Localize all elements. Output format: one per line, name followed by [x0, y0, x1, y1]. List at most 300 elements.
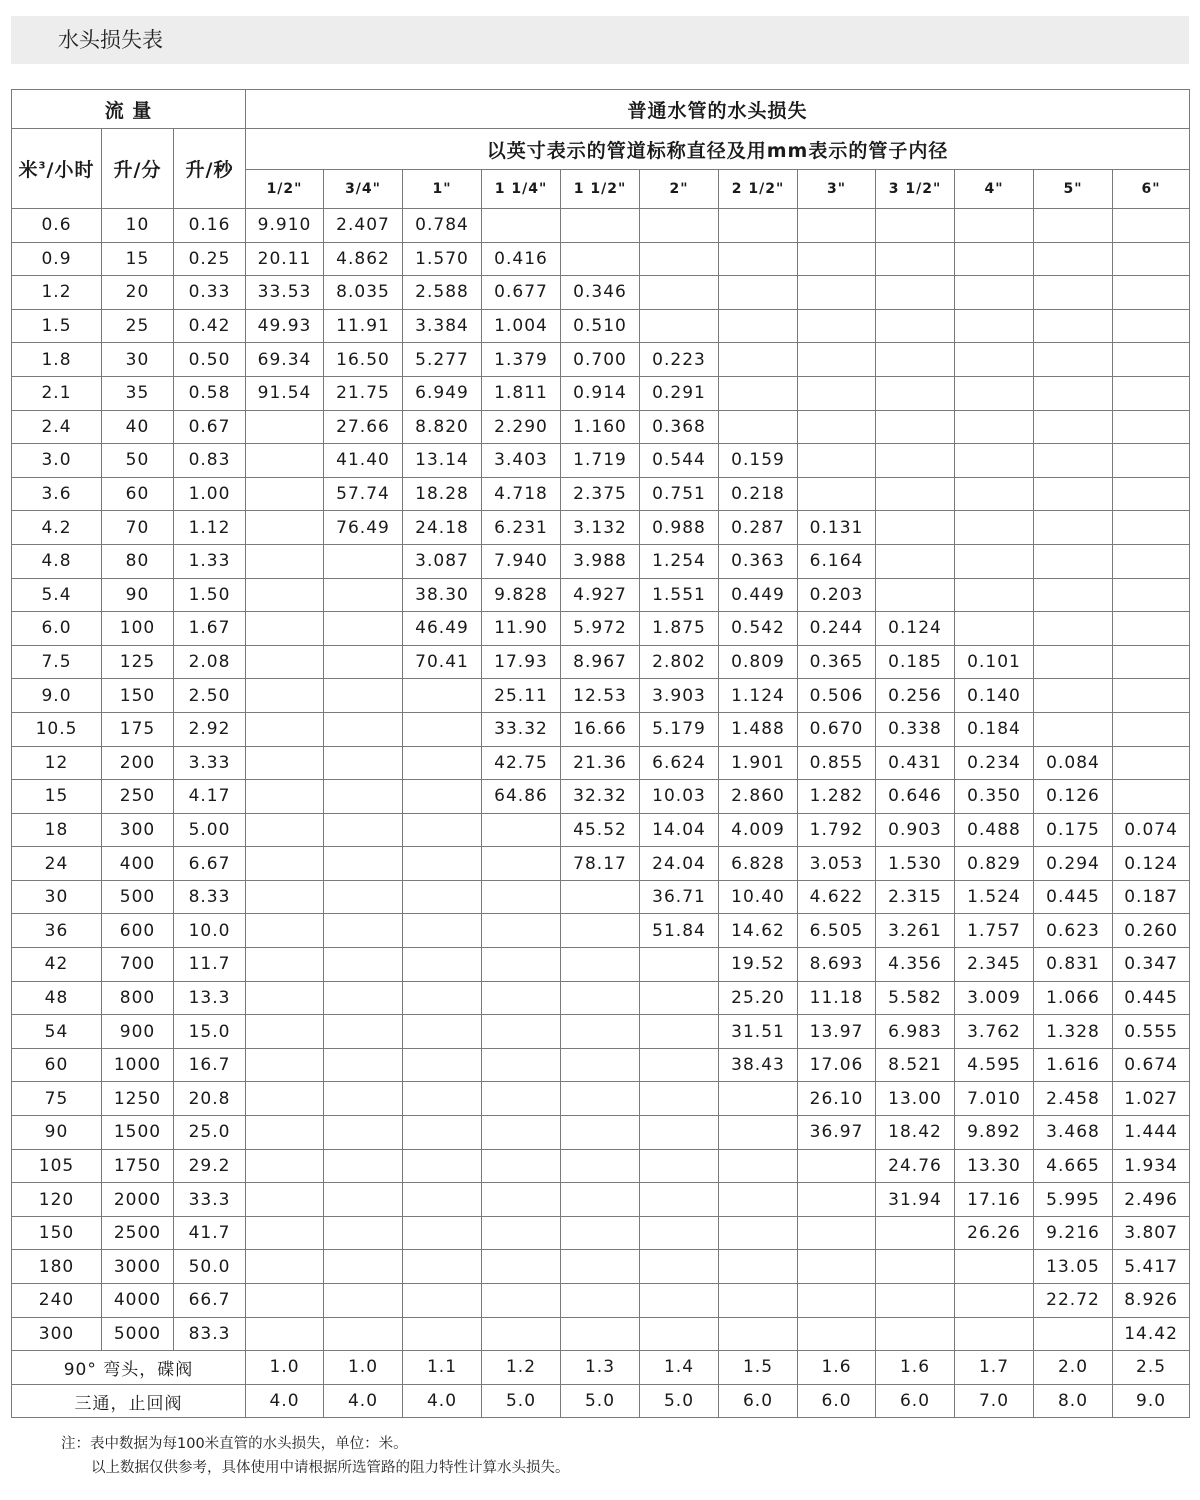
head-loss-cell: 17.06	[798, 1048, 876, 1082]
head-loss-cell	[324, 612, 403, 646]
flow-ls-cell: 0.83	[174, 444, 246, 478]
head-loss-cell: 0.363	[719, 544, 798, 578]
head-loss-cell: 0.084	[1034, 746, 1113, 780]
head-loss-cell: 2.407	[324, 209, 403, 243]
head-loss-cell: 4.927	[561, 578, 640, 612]
head-loss-cell	[246, 477, 324, 511]
head-loss-cell: 5.972	[561, 612, 640, 646]
head-loss-cell: 0.218	[719, 477, 798, 511]
head-loss-cell: 0.140	[955, 679, 1034, 713]
footnotes	[61, 1432, 570, 1480]
head-loss-cell	[1113, 544, 1190, 578]
head-loss-cell: 0.445	[1034, 880, 1113, 914]
head-loss-cell	[719, 1284, 798, 1318]
head-loss-cell	[324, 746, 403, 780]
flow-ls-cell: 41.7	[174, 1216, 246, 1250]
head-loss-cell: 0.185	[876, 645, 955, 679]
table-row	[12, 209, 1190, 243]
table-row	[12, 1015, 1190, 1049]
head-loss-cell	[640, 1048, 719, 1082]
flow-lmin-cell: 125	[102, 645, 174, 679]
head-loss-cell	[324, 780, 403, 814]
unit-lmin-header: 升/分	[102, 129, 174, 209]
head-loss-cell: 19.52	[719, 948, 798, 982]
head-loss-cell: 8.967	[561, 645, 640, 679]
flow-lmin-cell: 20	[102, 276, 174, 310]
head-loss-cell	[719, 1149, 798, 1183]
head-loss-cell	[1034, 242, 1113, 276]
flow-lmin-cell: 100	[102, 612, 174, 646]
head-loss-cell	[403, 1082, 482, 1116]
head-loss-cell: 10.03	[640, 780, 719, 814]
flow-lmin-cell: 10	[102, 209, 174, 243]
flow-ls-cell: 0.50	[174, 343, 246, 377]
flow-group-header: 流 量	[12, 90, 246, 129]
head-loss-cell: 5.179	[640, 712, 719, 746]
head-loss-cell	[246, 746, 324, 780]
flow-ls-cell: 10.0	[174, 914, 246, 948]
head-loss-cell: 1.875	[640, 612, 719, 646]
head-loss-cell: 5.995	[1034, 1183, 1113, 1217]
head-loss-cell: 7.940	[482, 544, 561, 578]
head-loss-cell	[246, 444, 324, 478]
head-loss-cell	[246, 948, 324, 982]
fitting-equivalent-cell: 5.0	[640, 1384, 719, 1418]
head-loss-cell	[640, 1216, 719, 1250]
head-loss-cell	[719, 242, 798, 276]
head-loss-cell	[482, 1284, 561, 1318]
flow-lmin-cell: 400	[102, 847, 174, 881]
head-loss-cell: 1.027	[1113, 1082, 1190, 1116]
fitting-equivalent-cell: 6.0	[876, 1384, 955, 1418]
head-loss-cell	[561, 209, 640, 243]
flow-ls-cell: 2.50	[174, 679, 246, 713]
head-loss-cell: 64.86	[482, 780, 561, 814]
pipe-size-header: 4"	[955, 170, 1034, 209]
head-loss-cell: 2.496	[1113, 1183, 1190, 1217]
head-loss-cell: 0.751	[640, 477, 719, 511]
flow-m3h-cell: 15	[12, 780, 102, 814]
flow-m3h-cell: 105	[12, 1149, 102, 1183]
fitting-equivalent-cell: 7.0	[955, 1384, 1034, 1418]
unit-m3h-header: 米$^3$/小时	[12, 129, 102, 209]
head-loss-cell	[482, 1048, 561, 1082]
head-loss-cell: 2.458	[1034, 1082, 1113, 1116]
table-row	[12, 813, 1190, 847]
flow-ls-cell: 1.00	[174, 477, 246, 511]
head-loss-cell	[324, 880, 403, 914]
table-row	[12, 645, 1190, 679]
head-loss-cell	[876, 578, 955, 612]
flow-ls-cell: 2.92	[174, 712, 246, 746]
head-loss-cell: 4.595	[955, 1048, 1034, 1082]
flow-m3h-cell: 60	[12, 1048, 102, 1082]
flow-ls-cell: 4.17	[174, 780, 246, 814]
pipe-size-header: 2 1/2"	[719, 170, 798, 209]
head-loss-cell	[246, 578, 324, 612]
head-loss-cell: 51.84	[640, 914, 719, 948]
head-loss-cell: 8.820	[403, 410, 482, 444]
head-loss-cell	[246, 1250, 324, 1284]
head-loss-cell: 0.416	[482, 242, 561, 276]
head-loss-cell: 1.282	[798, 780, 876, 814]
head-loss-cell	[955, 376, 1034, 410]
fitting-label: 三通，止回阀	[12, 1384, 246, 1418]
diameter-group-header: 以英寸表示的管道标称直径及用mm表示的管子内径	[246, 129, 1190, 170]
flow-ls-cell: 0.42	[174, 309, 246, 343]
head-loss-cell: 0.542	[719, 612, 798, 646]
flow-ls-cell: 25.0	[174, 1116, 246, 1150]
head-loss-cell: 0.124	[1113, 847, 1190, 881]
table-row	[12, 343, 1190, 377]
head-loss-cell: 0.244	[798, 612, 876, 646]
head-loss-cell	[1034, 209, 1113, 243]
fitting-equivalent-cell: 6.0	[798, 1384, 876, 1418]
flow-m3h-cell: 3.6	[12, 477, 102, 511]
head-loss-cell	[798, 444, 876, 478]
head-loss-cell	[876, 1216, 955, 1250]
flow-lmin-cell: 90	[102, 578, 174, 612]
flow-m3h-cell: 7.5	[12, 645, 102, 679]
head-loss-cell: 27.66	[324, 410, 403, 444]
table-row	[12, 880, 1190, 914]
head-loss-cell: 0.203	[798, 578, 876, 612]
head-loss-cell: 1.066	[1034, 981, 1113, 1015]
table-row	[12, 914, 1190, 948]
fitting-equivalent-cell: 6.0	[719, 1384, 798, 1418]
fitting-equivalent-cell: 9.0	[1113, 1384, 1190, 1418]
head-loss-cell: 38.30	[403, 578, 482, 612]
head-loss-cell	[246, 1082, 324, 1116]
flow-m3h-cell: 30	[12, 880, 102, 914]
pipe-size-header: 5"	[1034, 170, 1113, 209]
head-loss-cell	[246, 780, 324, 814]
head-loss-cell: 3.384	[403, 309, 482, 343]
flow-m3h-cell: 2.4	[12, 410, 102, 444]
flow-lmin-cell: 175	[102, 712, 174, 746]
head-loss-cell	[1113, 410, 1190, 444]
head-loss-cell: 8.035	[324, 276, 403, 310]
head-loss-cell: 21.75	[324, 376, 403, 410]
head-loss-cell: 1.792	[798, 813, 876, 847]
table-row	[12, 612, 1190, 646]
flow-ls-cell: 1.67	[174, 612, 246, 646]
head-loss-cell	[1034, 511, 1113, 545]
head-loss-cell	[955, 209, 1034, 243]
table-row	[12, 847, 1190, 881]
head-loss-cell	[798, 376, 876, 410]
flow-m3h-cell: 75	[12, 1082, 102, 1116]
flow-m3h-cell: 4.8	[12, 544, 102, 578]
head-loss-cell	[403, 780, 482, 814]
head-loss-cell	[403, 948, 482, 982]
head-loss-cell: 1.004	[482, 309, 561, 343]
head-loss-cell	[324, 1183, 403, 1217]
head-loss-cell: 9.216	[1034, 1216, 1113, 1250]
head-loss-cell	[561, 242, 640, 276]
flow-m3h-cell: 18	[12, 813, 102, 847]
flow-lmin-cell: 900	[102, 1015, 174, 1049]
head-loss-cell	[798, 477, 876, 511]
head-loss-cell	[1034, 612, 1113, 646]
head-loss-cell	[324, 645, 403, 679]
head-loss-cell	[798, 343, 876, 377]
head-loss-cell	[482, 981, 561, 1015]
head-loss-cell	[640, 276, 719, 310]
flow-lmin-cell: 700	[102, 948, 174, 982]
head-loss-cell: 3.903	[640, 679, 719, 713]
head-loss-cell	[1034, 477, 1113, 511]
head-loss-cell: 6.983	[876, 1015, 955, 1049]
head-loss-cell	[876, 544, 955, 578]
head-loss-cell	[1113, 242, 1190, 276]
fitting-equivalent-cell: 2.0	[1034, 1351, 1113, 1385]
head-loss-cell: 18.28	[403, 477, 482, 511]
head-loss-cell: 1.934	[1113, 1149, 1190, 1183]
head-loss-cell	[246, 1317, 324, 1351]
head-loss-cell	[403, 813, 482, 847]
head-loss-cell	[324, 847, 403, 881]
flow-ls-cell: 50.0	[174, 1250, 246, 1284]
head-loss-cell: 57.74	[324, 477, 403, 511]
head-loss-cell	[246, 712, 324, 746]
head-loss-cell	[246, 612, 324, 646]
head-loss-cell	[403, 981, 482, 1015]
head-loss-cell: 0.223	[640, 343, 719, 377]
head-loss-cell	[640, 1116, 719, 1150]
flow-ls-cell: 66.7	[174, 1284, 246, 1318]
flow-ls-cell: 6.67	[174, 847, 246, 881]
flow-m3h-cell: 24	[12, 847, 102, 881]
head-loss-cell: 0.175	[1034, 813, 1113, 847]
head-loss-cell: 4.665	[1034, 1149, 1113, 1183]
head-loss-cell	[876, 1284, 955, 1318]
table-row	[12, 780, 1190, 814]
head-loss-cell: 9.828	[482, 578, 561, 612]
head-loss-cell: 0.291	[640, 376, 719, 410]
head-loss-cell	[719, 1216, 798, 1250]
head-loss-cell	[640, 1284, 719, 1318]
table-row	[12, 242, 1190, 276]
flow-lmin-cell: 600	[102, 914, 174, 948]
fitting-equivalent-cell: 2.5	[1113, 1351, 1190, 1385]
table-row	[12, 1149, 1190, 1183]
head-loss-cell: 4.622	[798, 880, 876, 914]
head-loss-cell	[246, 511, 324, 545]
head-loss-cell	[955, 410, 1034, 444]
head-loss-cell	[403, 847, 482, 881]
flow-ls-cell: 0.67	[174, 410, 246, 444]
flow-lmin-cell: 3000	[102, 1250, 174, 1284]
head-loss-cell	[403, 880, 482, 914]
pipe-size-header: 1"	[403, 170, 482, 209]
head-loss-cell: 0.914	[561, 376, 640, 410]
head-loss-cell	[640, 948, 719, 982]
flow-m3h-cell: 10.5	[12, 712, 102, 746]
table-row	[12, 444, 1190, 478]
footnote-1: 注：表中数据为每100米直管的水头损失，单位：米。	[61, 1436, 408, 1452]
head-loss-cell	[1113, 444, 1190, 478]
head-loss-cell: 2.588	[403, 276, 482, 310]
head-loss-cell: 0.431	[876, 746, 955, 780]
head-loss-cell	[719, 309, 798, 343]
fitting-equivalent-cell: 8.0	[1034, 1384, 1113, 1418]
head-loss-cell	[324, 1317, 403, 1351]
flow-m3h-cell: 300	[12, 1317, 102, 1351]
flow-ls-cell: 3.33	[174, 746, 246, 780]
head-loss-cell	[798, 1183, 876, 1217]
flow-m3h-cell: 5.4	[12, 578, 102, 612]
head-loss-cell	[955, 444, 1034, 478]
head-loss-cell: 41.40	[324, 444, 403, 478]
head-loss-cell: 46.49	[403, 612, 482, 646]
pipe-size-header: 3"	[798, 170, 876, 209]
head-loss-cell: 78.17	[561, 847, 640, 881]
footnote-2: 以上数据仅供参考，具体使用中请根据所选管路的阻力特性计算水头损失。	[91, 1460, 570, 1476]
head-loss-cell	[955, 309, 1034, 343]
head-loss-cell: 0.338	[876, 712, 955, 746]
head-loss-cell: 0.829	[955, 847, 1034, 881]
flow-m3h-cell: 48	[12, 981, 102, 1015]
head-loss-cell	[719, 343, 798, 377]
head-loss-cell	[719, 276, 798, 310]
flow-lmin-cell: 500	[102, 880, 174, 914]
head-loss-cell	[1034, 376, 1113, 410]
head-loss-cell	[640, 981, 719, 1015]
table-row	[12, 948, 1190, 982]
head-loss-cell: 69.34	[246, 343, 324, 377]
flow-lmin-cell: 1500	[102, 1116, 174, 1150]
fitting-equivalent-cell: 5.0	[561, 1384, 640, 1418]
head-loss-cell	[561, 1015, 640, 1049]
flow-m3h-cell: 12	[12, 746, 102, 780]
fitting-row	[12, 1351, 1190, 1385]
head-loss-cell	[246, 1048, 324, 1082]
flow-lmin-cell: 2000	[102, 1183, 174, 1217]
table-row	[12, 276, 1190, 310]
head-loss-cell: 1.719	[561, 444, 640, 478]
flow-m3h-cell: 42	[12, 948, 102, 982]
table-row	[12, 1216, 1190, 1250]
head-loss-cell: 0.287	[719, 511, 798, 545]
head-loss-cell	[324, 578, 403, 612]
head-loss-cell: 9.910	[246, 209, 324, 243]
head-loss-cell	[876, 242, 955, 276]
head-loss-cell: 0.831	[1034, 948, 1113, 982]
head-loss-cell	[1034, 444, 1113, 478]
head-loss-cell	[955, 578, 1034, 612]
head-loss-cell: 32.32	[561, 780, 640, 814]
pipe-size-header: 6"	[1113, 170, 1190, 209]
head-loss-cell	[798, 209, 876, 243]
head-loss-cell	[955, 612, 1034, 646]
head-loss-cell: 6.949	[403, 376, 482, 410]
head-loss-cell: 13.00	[876, 1082, 955, 1116]
fitting-row	[12, 1384, 1190, 1418]
head-loss-cell	[955, 1317, 1034, 1351]
head-loss-cell	[561, 1082, 640, 1116]
head-loss-cell	[324, 1082, 403, 1116]
head-loss-cell: 14.42	[1113, 1317, 1190, 1351]
flow-lmin-cell: 200	[102, 746, 174, 780]
head-loss-cell: 6.505	[798, 914, 876, 948]
head-loss-cell: 0.187	[1113, 880, 1190, 914]
head-loss-cell	[1113, 780, 1190, 814]
head-loss-cell: 1.551	[640, 578, 719, 612]
head-loss-cell: 2.375	[561, 477, 640, 511]
head-loss-cell	[246, 813, 324, 847]
head-loss-cell: 4.862	[324, 242, 403, 276]
head-loss-cell	[876, 444, 955, 478]
table-row	[12, 1116, 1190, 1150]
head-loss-cell	[798, 1284, 876, 1318]
fitting-equivalent-cell: 1.4	[640, 1351, 719, 1385]
unit-ls-header: 升/秒	[174, 129, 246, 209]
flow-ls-cell: 29.2	[174, 1149, 246, 1183]
head-loss-cell	[403, 679, 482, 713]
head-loss-cell	[246, 1015, 324, 1049]
head-loss-cell: 22.72	[1034, 1284, 1113, 1318]
head-loss-cell	[482, 1116, 561, 1150]
head-loss-cell	[1113, 276, 1190, 310]
head-loss-cell: 36.97	[798, 1116, 876, 1150]
pipe-size-header: 3/4"	[324, 170, 403, 209]
fitting-equivalent-cell: 1.1	[403, 1351, 482, 1385]
head-loss-cell	[955, 544, 1034, 578]
head-loss-cell: 0.234	[955, 746, 1034, 780]
head-loss-cell	[246, 880, 324, 914]
fitting-equivalent-cell: 4.0	[403, 1384, 482, 1418]
head-loss-cell: 49.93	[246, 309, 324, 343]
head-loss-cell: 0.101	[955, 645, 1034, 679]
head-loss-cell: 2.860	[719, 780, 798, 814]
head-loss-cell	[246, 847, 324, 881]
head-loss-cell: 0.126	[1034, 780, 1113, 814]
head-loss-cell	[482, 948, 561, 982]
head-loss-cell	[561, 1284, 640, 1318]
head-loss-cell	[246, 544, 324, 578]
head-loss-cell: 6.231	[482, 511, 561, 545]
head-loss-cell	[1034, 343, 1113, 377]
flow-lmin-cell: 30	[102, 343, 174, 377]
head-loss-cell	[1113, 477, 1190, 511]
head-loss-cell	[955, 1250, 1034, 1284]
flow-lmin-cell: 35	[102, 376, 174, 410]
flow-ls-cell: 2.08	[174, 645, 246, 679]
head-loss-cell	[1113, 645, 1190, 679]
head-loss-cell	[1113, 712, 1190, 746]
head-loss-cell	[798, 242, 876, 276]
flow-m3h-cell: 54	[12, 1015, 102, 1049]
head-loss-cell: 0.368	[640, 410, 719, 444]
head-loss-cell	[1113, 209, 1190, 243]
head-loss-cell: 0.510	[561, 309, 640, 343]
head-loss-cell: 0.506	[798, 679, 876, 713]
flow-m3h-cell: 4.2	[12, 511, 102, 545]
head-loss-cell: 0.488	[955, 813, 1034, 847]
head-loss-cell: 42.75	[482, 746, 561, 780]
head-loss-cell: 0.445	[1113, 981, 1190, 1015]
head-loss-cell	[1113, 612, 1190, 646]
head-loss-cell: 14.04	[640, 813, 719, 847]
flow-lmin-cell: 5000	[102, 1317, 174, 1351]
flow-ls-cell: 15.0	[174, 1015, 246, 1049]
head-loss-cell: 6.164	[798, 544, 876, 578]
head-loss-cell	[561, 1116, 640, 1150]
head-loss-cell	[403, 914, 482, 948]
head-loss-cell	[798, 309, 876, 343]
flow-lmin-cell: 80	[102, 544, 174, 578]
